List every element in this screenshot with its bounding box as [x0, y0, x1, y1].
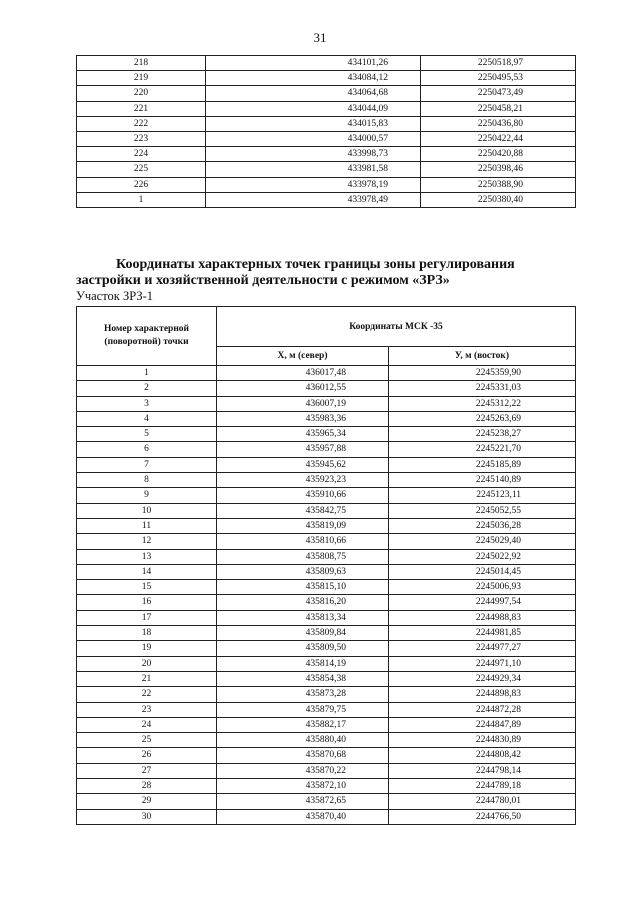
y-coordinate-cell: 2245185,89 [389, 457, 576, 472]
y-coordinate-cell: 2245123,11 [389, 488, 576, 503]
table-row [77, 779, 576, 794]
table-row [77, 809, 576, 824]
x-coordinate-cell: 435945,62 [217, 457, 389, 472]
x-coordinate-cell: 435816,20 [217, 595, 389, 610]
y-coordinate-cell: 2250388,90 [421, 177, 576, 192]
table-row [77, 687, 576, 702]
table-row [77, 116, 576, 131]
point-number-cell: 7 [77, 457, 217, 472]
point-number-cell: 9 [77, 488, 217, 503]
y-coordinate-cell: 2250495,53 [421, 71, 576, 86]
x-coordinate-cell: 435813,34 [217, 610, 389, 625]
point-number-cell: 223 [77, 132, 206, 147]
x-coordinate-cell: 435814,19 [217, 656, 389, 671]
point-number-cell: 1 [77, 366, 217, 381]
point-number-cell: 11 [77, 518, 217, 533]
table-row [77, 610, 576, 625]
table-row [77, 733, 576, 748]
table-row [77, 564, 576, 579]
table-row [77, 132, 576, 147]
x-coordinate-cell: 435957,88 [217, 442, 389, 457]
y-coordinate-cell: 2244766,50 [389, 809, 576, 824]
x-coordinate-cell: 435880,40 [217, 733, 389, 748]
x-coordinate-cell: 435872,10 [217, 779, 389, 794]
table-row [77, 366, 576, 381]
y-coordinate-cell: 2245014,45 [389, 564, 576, 579]
x-coordinate-cell: 435870,40 [217, 809, 389, 824]
point-number-cell: 221 [77, 101, 206, 116]
x-coordinate-cell: 435923,23 [217, 473, 389, 488]
point-number-cell: 3 [77, 396, 217, 411]
y-coordinate-cell: 2250436,80 [421, 116, 576, 131]
x-coordinate-cell: 434000,57 [206, 132, 421, 147]
table-row [77, 56, 576, 71]
table-row [77, 702, 576, 717]
table-row [77, 794, 576, 809]
y-coordinate-cell: 2245052,55 [389, 503, 576, 518]
point-number-cell: 2 [77, 381, 217, 396]
x-coordinate-cell: 435854,38 [217, 671, 389, 686]
x-coordinate-cell: 435842,75 [217, 503, 389, 518]
table-row [77, 86, 576, 101]
table-row [77, 411, 576, 426]
x-coordinate-cell: 436017,48 [217, 366, 389, 381]
y-coordinate-cell: 2250420,88 [421, 147, 576, 162]
y-coordinate-cell: 2244872,28 [389, 702, 576, 717]
header-x: Х, м (север) [217, 347, 389, 366]
y-coordinate-cell: 2245022,92 [389, 549, 576, 564]
table-row [77, 427, 576, 442]
point-number-cell: 20 [77, 656, 217, 671]
x-coordinate-cell: 435882,17 [217, 717, 389, 732]
table-row [77, 488, 576, 503]
table-row [77, 473, 576, 488]
point-number-cell: 17 [77, 610, 217, 625]
y-coordinate-cell: 2244798,14 [389, 763, 576, 778]
table-row [77, 503, 576, 518]
y-coordinate-cell: 2245140,89 [389, 473, 576, 488]
y-coordinate-cell: 2250380,40 [421, 192, 576, 207]
y-coordinate-cell: 2244971,10 [389, 656, 576, 671]
point-number-cell: 13 [77, 549, 217, 564]
point-number-cell: 26 [77, 748, 217, 763]
point-number-cell: 16 [77, 595, 217, 610]
x-coordinate-cell: 435815,10 [217, 580, 389, 595]
point-number-cell: 14 [77, 564, 217, 579]
y-coordinate-cell: 2244981,85 [389, 626, 576, 641]
y-coordinate-cell: 2245331,03 [389, 381, 576, 396]
table-row [77, 656, 576, 671]
x-coordinate-cell: 435910,66 [217, 488, 389, 503]
y-coordinate-cell: 2244977,27 [389, 641, 576, 656]
x-coordinate-cell: 435870,68 [217, 748, 389, 763]
table-row [77, 671, 576, 686]
point-number-cell: 19 [77, 641, 217, 656]
header-coordinates: Координаты МСК -35 [217, 307, 576, 347]
x-coordinate-cell: 433998,73 [206, 147, 421, 162]
x-coordinate-cell: 436007,19 [217, 396, 389, 411]
table-row [77, 192, 576, 207]
point-number-cell: 4 [77, 411, 217, 426]
point-number-cell: 224 [77, 147, 206, 162]
x-coordinate-cell: 434015,83 [206, 116, 421, 131]
table-row [77, 534, 576, 549]
point-number-cell: 30 [77, 809, 217, 824]
point-number-cell: 18 [77, 626, 217, 641]
x-coordinate-cell: 435809,50 [217, 641, 389, 656]
x-coordinate-cell: 435809,84 [217, 626, 389, 641]
x-coordinate-cell: 435809,63 [217, 564, 389, 579]
y-coordinate-cell: 2250473,49 [421, 86, 576, 101]
table-row [77, 748, 576, 763]
header-point-number: Номер характерной (поворотной) точки [77, 307, 217, 366]
x-coordinate-cell: 433981,58 [206, 162, 421, 177]
x-coordinate-cell: 435879,75 [217, 702, 389, 717]
section-title-line1: Координаты характерных точек границы зоны регулирования [116, 257, 515, 272]
coordinates-table-continued [76, 55, 576, 208]
x-coordinate-cell: 433978,19 [206, 177, 421, 192]
point-number-cell: 27 [77, 763, 217, 778]
point-number-cell: 25 [77, 733, 217, 748]
table-row [77, 442, 576, 457]
table-row [77, 162, 576, 177]
table-row [77, 518, 576, 533]
section-title-line2: застройки и хозяйственной деятельности с режимом «ЗРЗ» [76, 273, 450, 288]
x-coordinate-cell: 433978,49 [206, 192, 421, 207]
y-coordinate-cell: 2245029,40 [389, 534, 576, 549]
table-row [77, 381, 576, 396]
point-number-cell: 225 [77, 162, 206, 177]
header-y: У, м (восток) [389, 347, 576, 366]
x-coordinate-cell: 435965,34 [217, 427, 389, 442]
y-coordinate-cell: 2244830,89 [389, 733, 576, 748]
point-number-cell: 8 [77, 473, 217, 488]
y-coordinate-cell: 2244988,83 [389, 610, 576, 625]
y-coordinate-cell: 2244997,54 [389, 595, 576, 610]
table-row [77, 595, 576, 610]
y-coordinate-cell: 2244898,83 [389, 687, 576, 702]
x-coordinate-cell: 435983,36 [217, 411, 389, 426]
y-coordinate-cell: 2245238,27 [389, 427, 576, 442]
y-coordinate-cell: 2245263,69 [389, 411, 576, 426]
x-coordinate-cell: 435819,09 [217, 518, 389, 533]
y-coordinate-cell: 2245359,90 [389, 366, 576, 381]
point-number-cell: 22 [77, 687, 217, 702]
x-coordinate-cell: 434084,12 [206, 71, 421, 86]
x-coordinate-cell: 435873,28 [217, 687, 389, 702]
table-row [77, 177, 576, 192]
point-number-cell: 21 [77, 671, 217, 686]
y-coordinate-cell: 2244929,34 [389, 671, 576, 686]
point-number-cell: 28 [77, 779, 217, 794]
page-number: 31 [313, 30, 327, 45]
point-number-cell: 6 [77, 442, 217, 457]
table-row [77, 549, 576, 564]
point-number-cell: 15 [77, 580, 217, 595]
table-row [77, 396, 576, 411]
point-number-cell: 12 [77, 534, 217, 549]
table-row [77, 763, 576, 778]
table-row [77, 457, 576, 472]
y-coordinate-cell: 2245006,93 [389, 580, 576, 595]
y-coordinate-cell: 2250458,21 [421, 101, 576, 116]
zrz-coordinates-table [76, 306, 576, 825]
x-coordinate-cell: 434044,09 [206, 101, 421, 116]
x-coordinate-cell: 434064,68 [206, 86, 421, 101]
table-row [77, 101, 576, 116]
table-row [77, 717, 576, 732]
x-coordinate-cell: 435808,75 [217, 549, 389, 564]
table-row [77, 626, 576, 641]
point-number-cell: 23 [77, 702, 217, 717]
y-coordinate-cell: 2245036,28 [389, 518, 576, 533]
point-number-cell: 218 [77, 56, 206, 71]
y-coordinate-cell: 2245312,22 [389, 396, 576, 411]
y-coordinate-cell: 2244780,01 [389, 794, 576, 809]
x-coordinate-cell: 434101,26 [206, 56, 421, 71]
point-number-cell: 1 [77, 192, 206, 207]
point-number-cell: 10 [77, 503, 217, 518]
x-coordinate-cell: 436012,55 [217, 381, 389, 396]
table-row [77, 641, 576, 656]
point-number-cell: 226 [77, 177, 206, 192]
y-coordinate-cell: 2244789,18 [389, 779, 576, 794]
point-number-cell: 24 [77, 717, 217, 732]
y-coordinate-cell: 2244808,42 [389, 748, 576, 763]
x-coordinate-cell: 435870,22 [217, 763, 389, 778]
x-coordinate-cell: 435810,66 [217, 534, 389, 549]
x-coordinate-cell: 435872,65 [217, 794, 389, 809]
y-coordinate-cell: 2244847,89 [389, 717, 576, 732]
table-row [77, 580, 576, 595]
point-number-cell: 29 [77, 794, 217, 809]
y-coordinate-cell: 2250422,44 [421, 132, 576, 147]
y-coordinate-cell: 2250518,97 [421, 56, 576, 71]
point-number-cell: 220 [77, 86, 206, 101]
y-coordinate-cell: 2250398,46 [421, 162, 576, 177]
section-title [76, 257, 576, 289]
point-number-cell: 219 [77, 71, 206, 86]
table-row [77, 147, 576, 162]
plot-label: Участок ЗРЗ-1 [76, 289, 154, 303]
y-coordinate-cell: 2245221,70 [389, 442, 576, 457]
point-number-cell: 5 [77, 427, 217, 442]
point-number-cell: 222 [77, 116, 206, 131]
table-row [77, 71, 576, 86]
